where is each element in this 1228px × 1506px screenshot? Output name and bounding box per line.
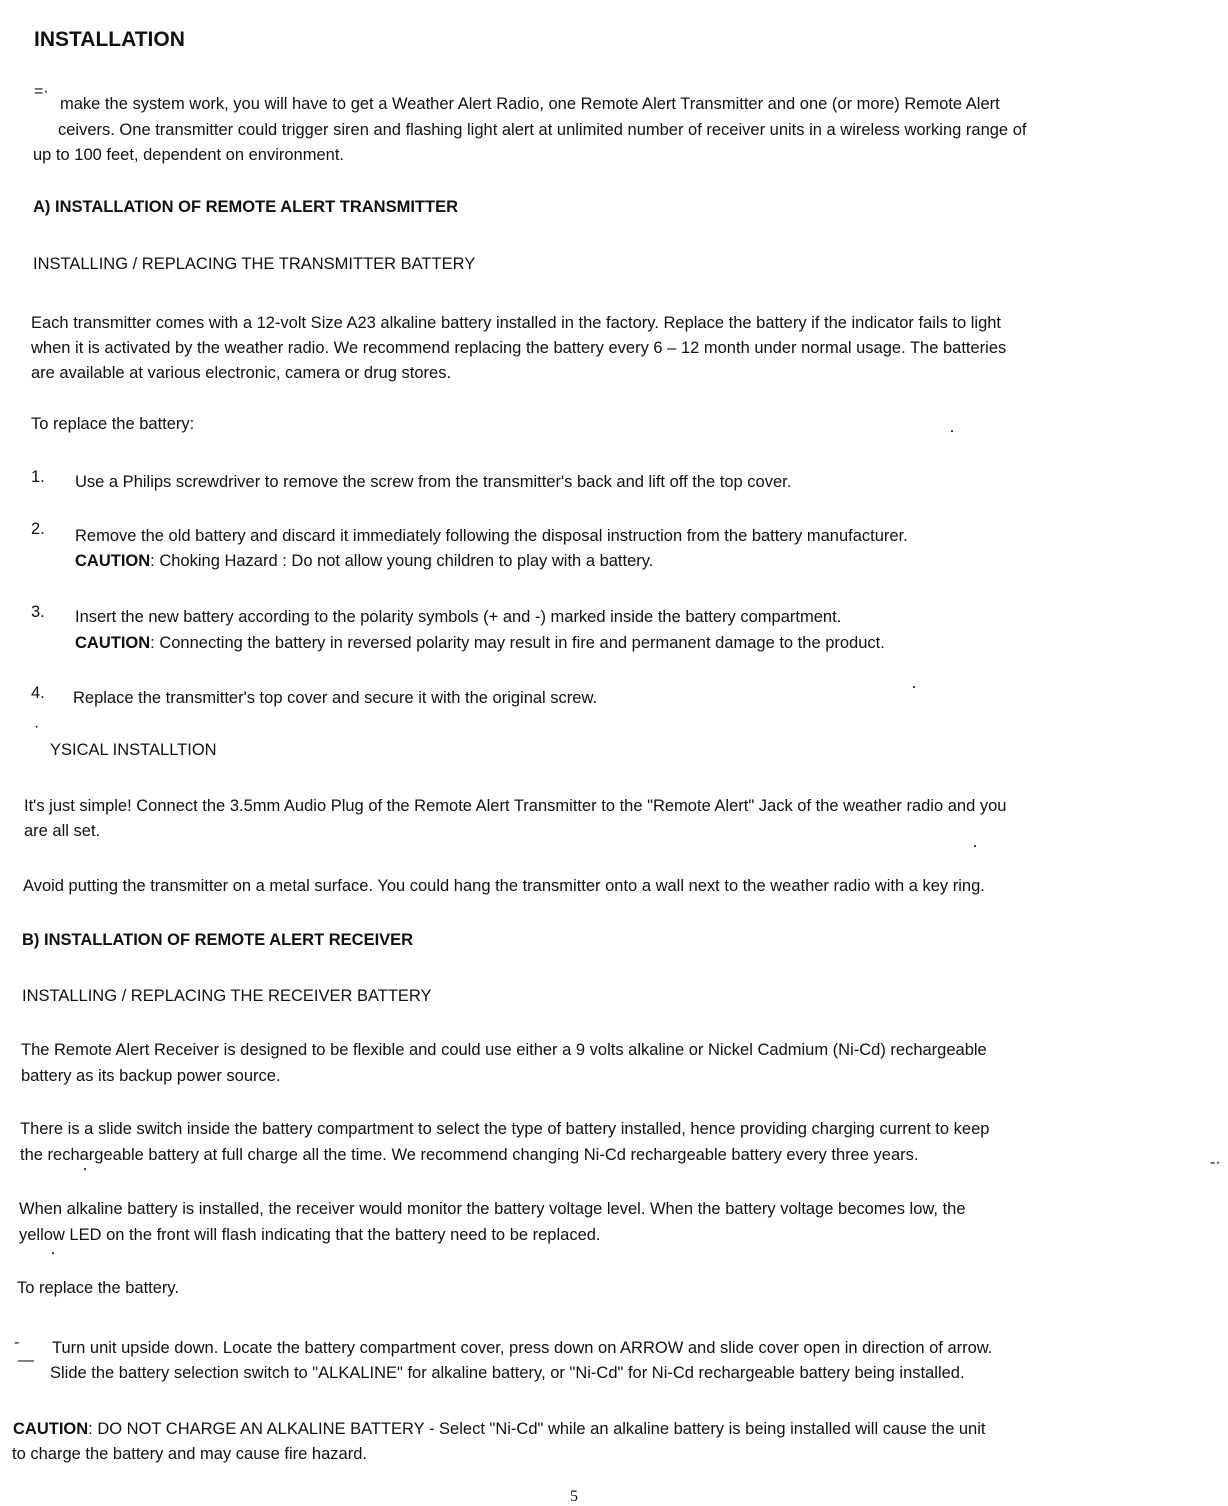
bullet-2: Slide the battery selection switch to "ALKALINE" for alkaline battery, or "Ni-Cd" for Ni-Cd rechargeable battery being installed. [50, 1364, 965, 1382]
section-b-replace-intro: To replace the battery. [17, 1279, 180, 1297]
scan-artifact-mark: -· [1210, 1154, 1221, 1171]
step-3-text: Insert the new battery according to the polarity symbols (+ and -) marked inside the battery compartment. [75, 608, 842, 626]
physical-line-3: Avoid putting the transmitter on a metal surface. You could hang the transmitter onto a wall next to the weather radio with a key ring. [23, 877, 985, 895]
step-1-text: Use a Philips screwdriver to remove the screw from the transmitter's back and lift off the top cover. [75, 473, 792, 491]
step-4-text: Replace the transmitter's top cover and secure it with the original screw. [73, 689, 598, 707]
step-2-caution [75, 551, 653, 571]
scan-speck [52, 1252, 54, 1254]
intro-line-1: make the system work, you will have to get a Weather Alert Radio, one Remote Alert Transmitter and one (or more) Remote Alert [60, 95, 1000, 113]
physical-line-2: are all set. [24, 822, 101, 840]
section-b-para-3-line-1: When alkaline battery is installed, the receiver would monitor the battery voltage level. When the battery voltage becomes low, the [19, 1200, 966, 1218]
final-caution-line-1 [13, 1419, 985, 1439]
step-2-number: 2. [31, 520, 45, 538]
section-b-para-1-line-1: The Remote Alert Receiver is designed to be flexible and could use either a 9 volts alkaline or Nickel Cadmium (Ni-Cd) rechargeable [21, 1041, 987, 1059]
caution-label: CAUTION [13, 1420, 89, 1438]
physical-line-1: It's just simple! Connect the 3.5mm Audio Plug of the Remote Alert Transmitter to the "Remote Alert" Jack of the weather radio and you [24, 797, 1007, 815]
step-3-number: 3. [31, 603, 45, 621]
caution-label: CAUTION [75, 634, 151, 652]
caution-label: CAUTION [75, 552, 151, 570]
section-b-heading: B) INSTALLATION OF REMOTE ALERT RECEIVER [22, 931, 414, 949]
scan-artifact-mark: · [34, 718, 40, 735]
bullet-1: Turn unit upside down. Locate the battery compartment cover, press down on ARROW and slide cover open in direction of arrow. [52, 1339, 993, 1357]
section-a-para-line-3: are available at various electronic, camera or drug stores. [31, 364, 452, 382]
replace-intro: To replace the battery: [31, 415, 195, 433]
step-1-number: 1. [31, 468, 45, 486]
physical-installation-heading: YSICAL INSTALLTION [50, 741, 217, 759]
section-a-para-line-1: Each transmitter comes with a 12-volt Size A23 alkaline battery installed in the factory. Replace the battery if the indicator fails to light [31, 314, 1002, 332]
intro-line-2: ceivers. One transmitter could trigger siren and flashing light alert at unlimited number of receiver units in a wireless working range of [58, 121, 1027, 139]
scan-speck [951, 430, 953, 432]
final-caution-line-2: to charge the battery and may cause fire hazard. [12, 1445, 367, 1463]
step-4-number: 4. [31, 684, 45, 702]
page-number: 5 [570, 1488, 578, 1505]
caution-text: : DO NOT CHARGE AN ALKALINE BATTERY - Select "Ni-Cd" while an alkaline battery is being installed will cause the unit [88, 1420, 986, 1438]
section-a-para-line-2: when it is activated by the weather radio. We recommend replacing the battery every 6 – 12 month under normal usage. The batteries [31, 339, 1007, 357]
section-b-para-1-line-2: battery as its backup power source. [21, 1067, 281, 1085]
section-b-para-2-line-2: the rechargeable battery at full charge all the time. We recommend changing Ni-Cd rechargeable battery every three years. [20, 1146, 919, 1164]
caution-text: : Choking Hazard : Do not allow young children to play with a battery. [150, 552, 654, 570]
section-a-heading: A) INSTALLATION OF REMOTE ALERT TRANSMITTER [33, 198, 458, 216]
section-b-para-2-line-1: There is a slide switch inside the battery compartment to select the type of battery installed, hence providing charging current to keep [20, 1120, 990, 1138]
scan-speck [913, 686, 915, 688]
scan-speck [84, 1168, 86, 1170]
section-b-para-3-line-2: yellow LED on the front will flash indicating that the battery need to be replaced. [19, 1226, 601, 1244]
section-a-subheading: INSTALLING / REPLACING THE TRANSMITTER BATTERY [33, 255, 476, 273]
page-title: INSTALLATION [34, 28, 185, 51]
bullet-dash: — [18, 1352, 34, 1369]
intro-line-3: up to 100 feet, dependent on environment. [33, 146, 344, 164]
scan-artifact-mark: =· [34, 83, 49, 100]
bullet-dash: - [14, 1334, 20, 1351]
caution-text: : Connecting the battery in reversed polarity may result in fire and permanent damage to the product. [150, 634, 885, 652]
step-3-caution [75, 633, 885, 653]
section-b-subheading: INSTALLING / REPLACING THE RECEIVER BATTERY [22, 987, 432, 1005]
scan-speck [974, 845, 976, 847]
step-2-text: Remove the old battery and discard it immediately following the disposal instruction from the battery manufacturer. [75, 527, 908, 545]
